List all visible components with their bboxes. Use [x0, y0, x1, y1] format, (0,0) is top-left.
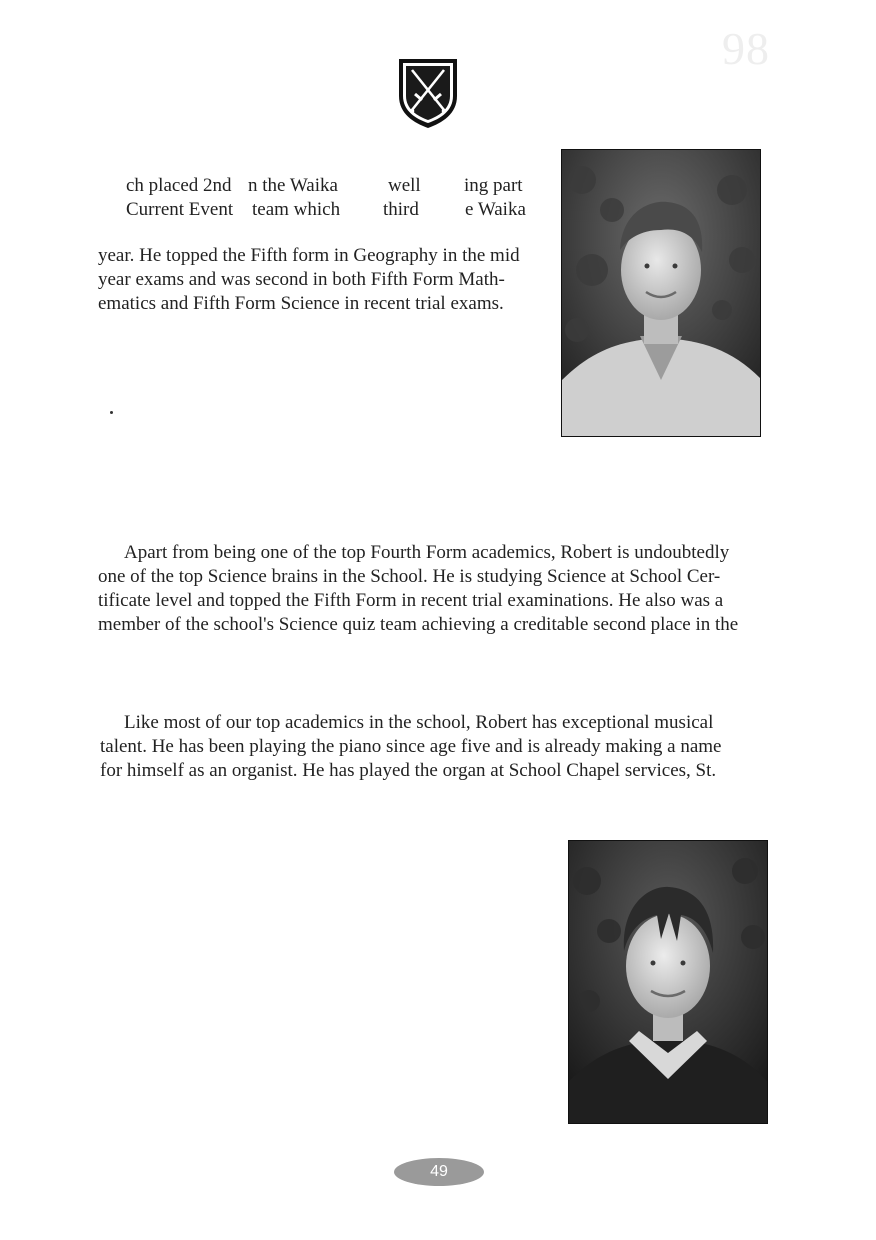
page-number-badge: 49 [394, 1158, 484, 1186]
stray-dot [110, 411, 113, 414]
portrait-photo-bottom [568, 840, 768, 1124]
text-line: for himself as an organist. He has played the organ at School Chapel services, St. [100, 760, 717, 781]
crossed-swords-shield-icon [396, 56, 460, 130]
fragment-text: third [383, 199, 419, 220]
fragment-text: well [388, 175, 421, 196]
text-line: year exams and was second in both Fifth Form Math- [98, 269, 505, 290]
paragraph-geography [98, 244, 548, 316]
fragment-text: team which [252, 199, 341, 220]
fragment-text: e Waika [465, 199, 526, 220]
fragment-text: ing part [464, 175, 523, 196]
text-line: Like most of our top academics in the school, Robert has exceptional musical [124, 712, 714, 733]
portrait-photo-top [561, 149, 761, 437]
fragment-text: n the Waika [248, 175, 338, 196]
paragraph-music [100, 711, 780, 783]
text-line: Apart from being one of the top Fourth Form academics, Robert is undoubtedly [124, 542, 730, 563]
fragment-text: Current Event [126, 199, 234, 220]
year-watermark: 98 [722, 23, 770, 74]
text-line: talent. He has been playing the piano since age five and is already making a name [100, 736, 722, 757]
text-line: ematics and Fifth Form Science in recent trial exams. [98, 293, 504, 314]
paragraph-science [98, 541, 778, 637]
fragment-text: ch placed 2nd [126, 175, 232, 196]
text-line: member of the school's Science quiz team achieving a creditable second place in the [98, 614, 739, 635]
text-line: year. He topped the Fifth form in Geography in the mid [98, 245, 520, 266]
text-line: one of the top Science brains in the School. He is studying Science at School Cer- [98, 566, 721, 587]
text-line: tificate level and topped the Fifth Form in recent trial examinations. He also was a [98, 590, 724, 611]
